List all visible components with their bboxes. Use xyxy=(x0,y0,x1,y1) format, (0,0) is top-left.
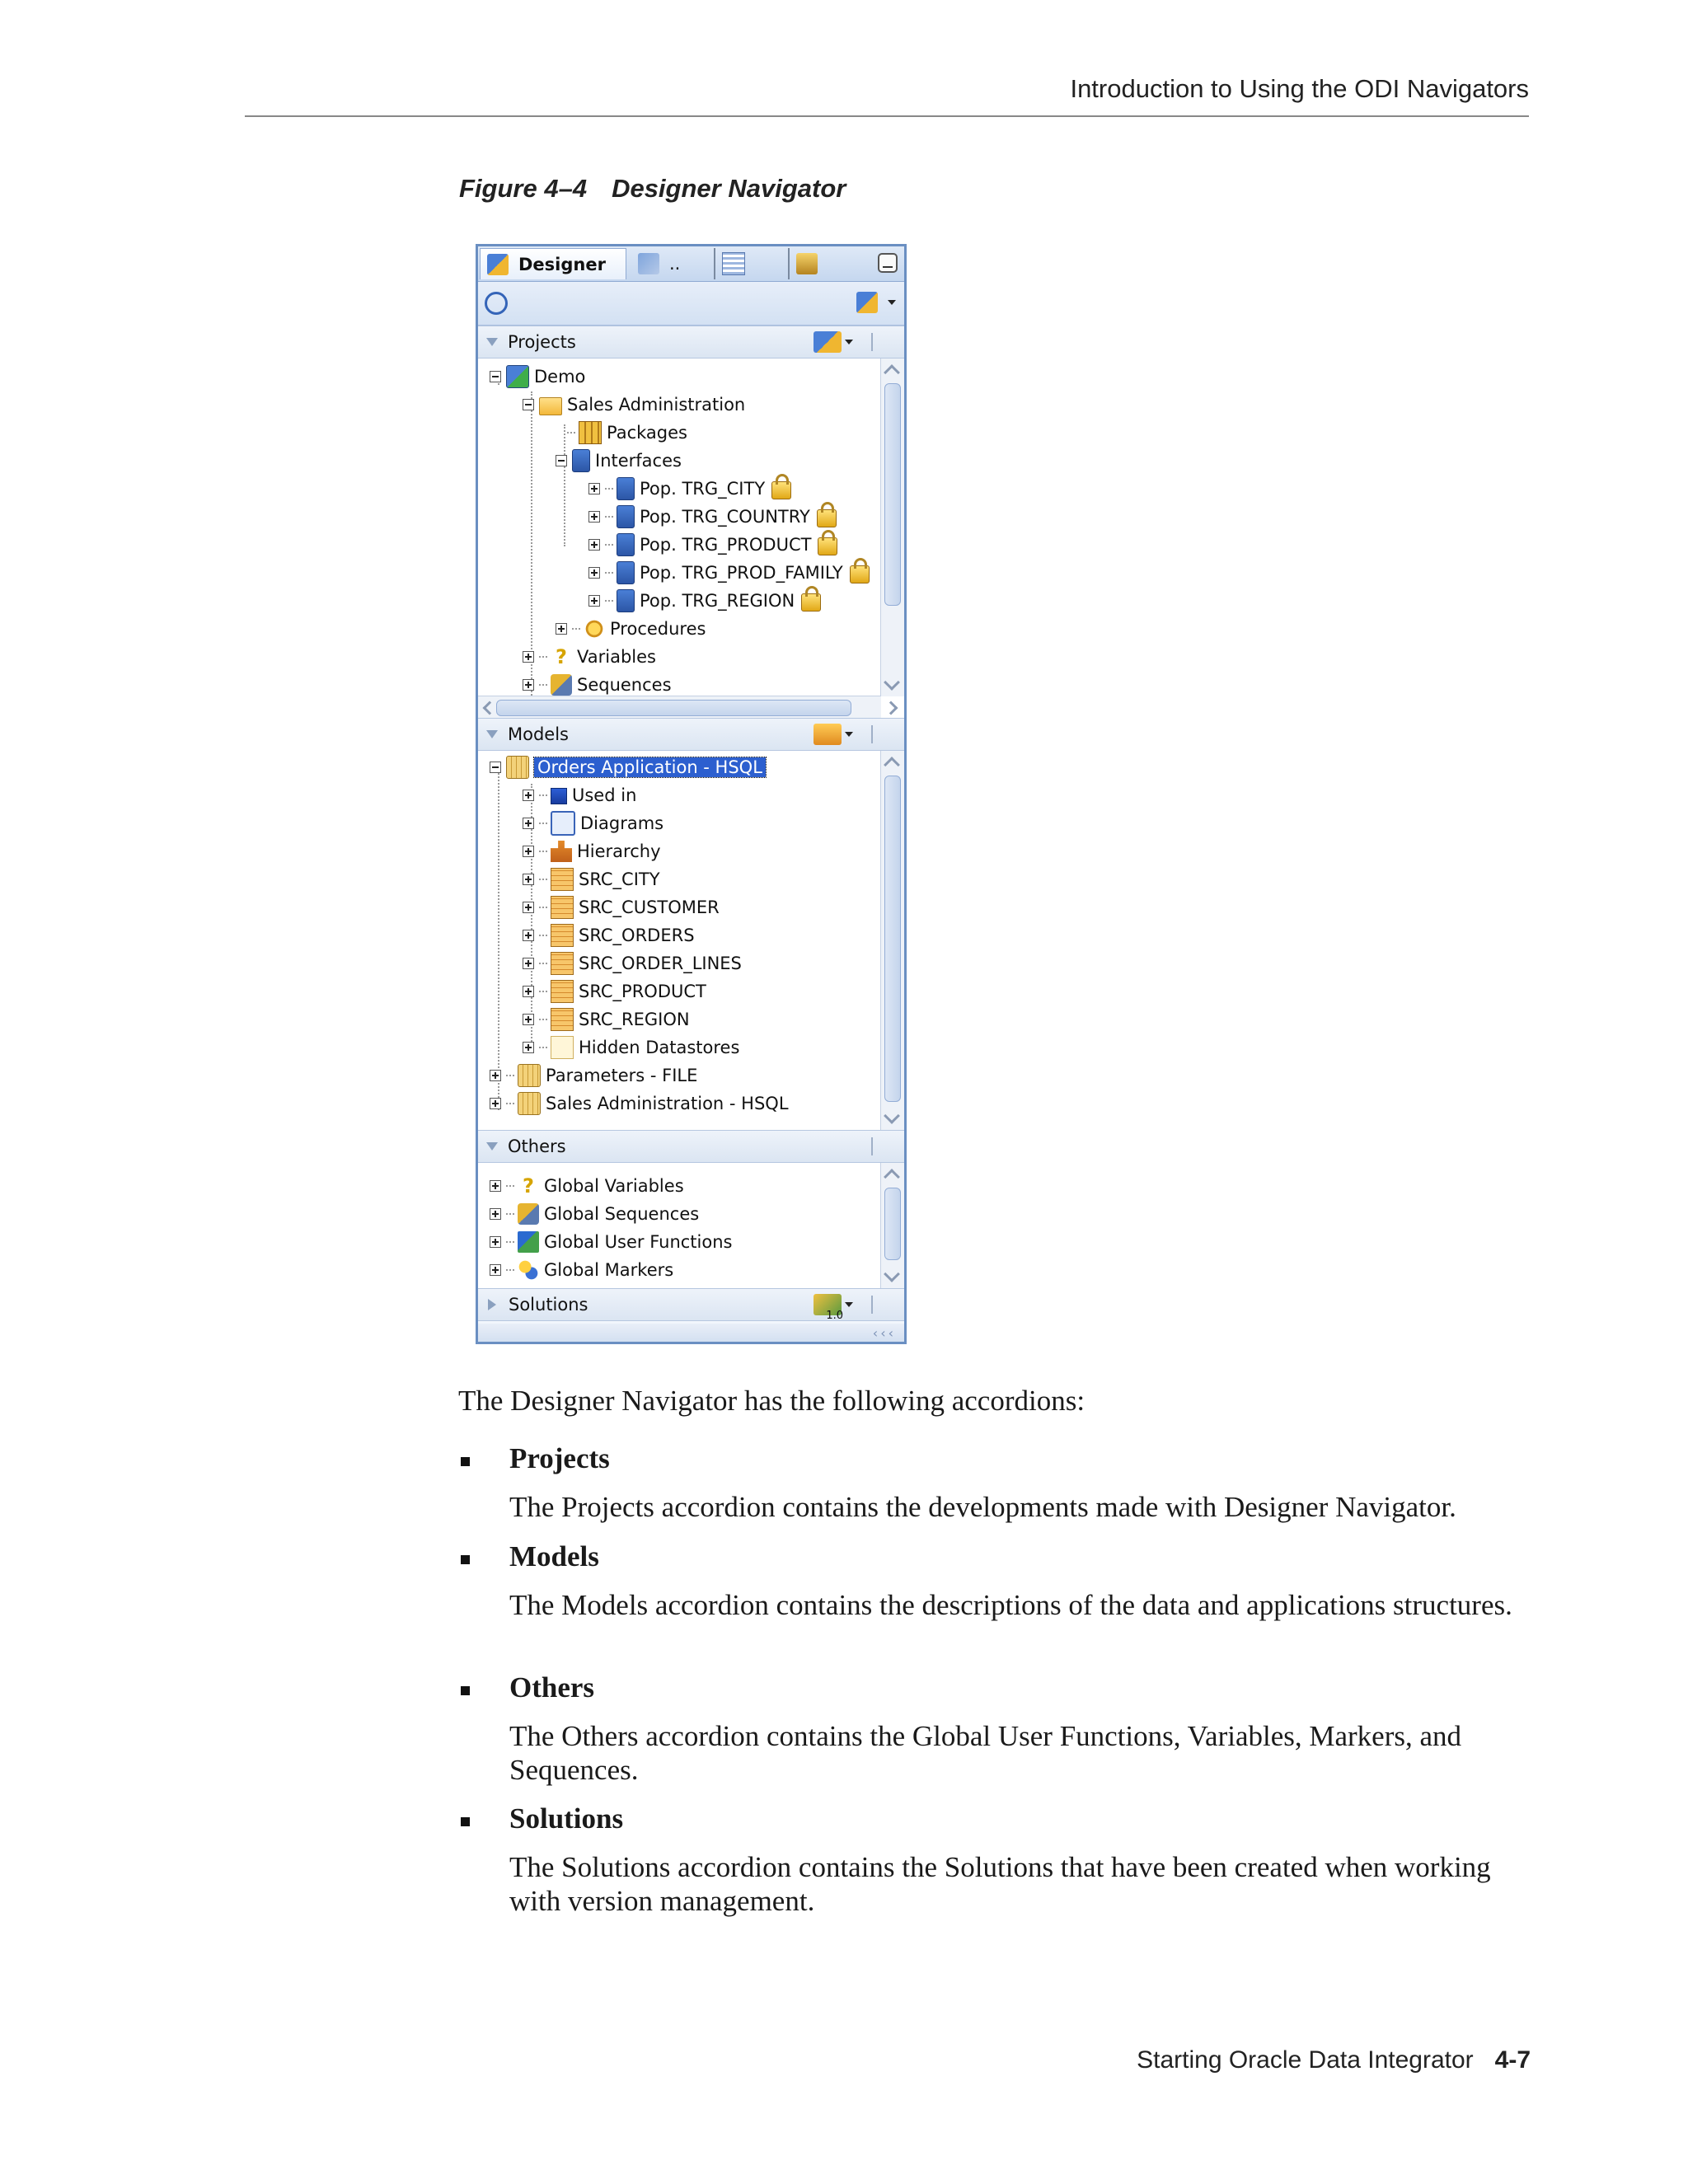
diagram-icon xyxy=(551,811,575,836)
header-rule xyxy=(245,115,1529,117)
tree-node-label: Variables xyxy=(577,647,656,667)
navigator-tab-bar xyxy=(478,246,904,282)
hierarchy-icon xyxy=(551,841,572,862)
bullet-term: Projects xyxy=(509,1442,610,1474)
model-icon xyxy=(506,756,529,779)
model-icon xyxy=(518,1064,541,1087)
models-tree xyxy=(478,751,904,1130)
tree-node-label: Interfaces xyxy=(595,451,682,471)
tree-node-label: Sales Administration xyxy=(567,395,746,415)
scroll-left-icon[interactable] xyxy=(483,701,497,715)
topology-icon xyxy=(722,252,745,275)
scroll-down-icon[interactable] xyxy=(884,1266,900,1282)
new-project-icon[interactable] xyxy=(814,331,842,353)
tree-node-global-variables[interactable] xyxy=(490,1173,684,1199)
bullet-description: The Models accordion contains the descriptions of the data and applications structures. xyxy=(509,1589,1512,1621)
scroll-chevrons-icon[interactable]: ‹‹‹ xyxy=(872,1325,896,1341)
dropdown-arrow-icon[interactable] xyxy=(845,732,853,737)
expand-icon[interactable] xyxy=(523,679,534,691)
bullet-description: The Projects accordion contains the developments made with Designer Navigator. xyxy=(509,1491,1456,1523)
accordion-solutions[interactable] xyxy=(478,1288,904,1321)
collapse-icon[interactable] xyxy=(556,455,567,466)
tree-node-parameters-file[interactable] xyxy=(490,1062,697,1089)
bullet-others xyxy=(458,1671,1530,1795)
used-in-icon xyxy=(551,788,567,804)
footer-title: Starting Oracle Data Integrator xyxy=(1137,2046,1474,2074)
datastore-table-icon xyxy=(551,980,574,1003)
tree-node-label-selected: Orders Application - HSQL xyxy=(534,757,766,777)
expand-icon[interactable] xyxy=(490,1208,501,1220)
expand-icon[interactable] xyxy=(588,511,600,523)
expand-icon[interactable] xyxy=(523,1042,534,1053)
tree-node-label: Pop. TRG_REGION xyxy=(640,591,795,611)
folder-icon xyxy=(539,397,562,415)
figure-number: Figure 4–4 xyxy=(459,174,588,203)
collapse-icon[interactable] xyxy=(490,371,501,382)
scroll-thumb[interactable] xyxy=(884,1188,901,1260)
scroll-up-icon[interactable] xyxy=(884,1169,900,1185)
tree-node-global-user-functions[interactable] xyxy=(490,1229,732,1255)
dropdown-arrow-icon[interactable] xyxy=(845,1302,853,1307)
datastore-table-icon xyxy=(551,896,574,919)
tree-node-label: Sales Administration - HSQL xyxy=(546,1094,789,1113)
sequence-icon xyxy=(551,674,572,696)
expand-icon[interactable] xyxy=(588,567,600,579)
bullet-description: The Others accordion contains the Global User Functions, Variables, Markers, and Sequences. xyxy=(509,1720,1462,1786)
tree-node-label: Global Markers xyxy=(544,1260,674,1280)
new-solution-icon[interactable] xyxy=(814,1294,843,1322)
expand-icon[interactable] xyxy=(523,651,534,663)
projects-horizontal-scrollbar[interactable] xyxy=(478,696,881,719)
scroll-up-icon[interactable] xyxy=(884,757,900,773)
tree-node-label: SRC_ORDERS xyxy=(579,926,695,945)
tree-node-interfaces[interactable] xyxy=(556,448,682,474)
projects-tree xyxy=(478,359,904,719)
tree-node-label: Hierarchy xyxy=(577,841,661,861)
tree-node-label: Used in xyxy=(572,785,637,805)
tree-node-src-order-lines[interactable] xyxy=(523,950,742,977)
expand-triangle-icon[interactable] xyxy=(486,730,498,738)
tree-node-sales-administration-hsql[interactable] xyxy=(490,1090,789,1117)
expand-icon[interactable] xyxy=(588,539,600,551)
bullet-solutions xyxy=(458,1802,1530,1926)
expand-icon[interactable] xyxy=(588,483,600,494)
expand-triangle-icon[interactable] xyxy=(486,1142,498,1151)
tree-node-used-in[interactable] xyxy=(523,782,636,808)
bullet-square-icon xyxy=(461,1817,470,1826)
tree-node-label: Global Variables xyxy=(544,1176,684,1196)
lock-icon xyxy=(817,509,837,527)
scroll-thumb[interactable] xyxy=(496,700,851,716)
tree-node-sales-administration[interactable] xyxy=(523,391,745,418)
tree-node-label: Diagrams xyxy=(580,813,664,833)
tree-node-sequences[interactable] xyxy=(523,672,672,698)
designer-navigator xyxy=(476,244,907,1344)
lock-icon xyxy=(850,565,870,583)
tree-node-pop-trg-prod-family[interactable] xyxy=(588,560,874,586)
tree-node-label: Pop. TRG_PROD_FAMILY xyxy=(640,563,843,583)
lock-icon xyxy=(818,537,837,555)
expand-icon[interactable] xyxy=(588,595,600,607)
toolbar-separator xyxy=(871,333,873,351)
tab-designer-label: Designer xyxy=(518,254,606,274)
tree-node-procedures[interactable] xyxy=(556,616,706,642)
intro-paragraph: The Designer Navigator has the following accordions: xyxy=(458,1385,1085,1417)
navigator-toolbar xyxy=(478,282,904,326)
expand-triangle-icon[interactable] xyxy=(486,338,498,346)
page-footer xyxy=(1137,2046,1531,2074)
page-number: 4-7 xyxy=(1494,2046,1531,2074)
expand-icon[interactable] xyxy=(490,1236,501,1248)
expand-icon[interactable] xyxy=(490,1180,501,1192)
lock-icon xyxy=(801,593,821,612)
bullet-square-icon xyxy=(461,1555,470,1564)
datastore-table-icon xyxy=(551,868,574,891)
interface-icon xyxy=(617,561,635,584)
tree-node-label: Sequences xyxy=(577,675,672,695)
user-function-icon xyxy=(518,1231,539,1253)
interface-icon xyxy=(617,589,635,612)
tree-node-pop-trg-product[interactable] xyxy=(588,532,842,558)
scroll-down-icon[interactable] xyxy=(884,1108,900,1124)
accordion-projects[interactable] xyxy=(478,326,904,359)
scroll-thumb[interactable] xyxy=(884,776,901,1102)
interface-icon xyxy=(617,477,635,500)
running-head: Introduction to Using the ODI Navigators xyxy=(1070,74,1529,103)
tree-node-variables[interactable] xyxy=(523,644,656,670)
scroll-down-icon[interactable] xyxy=(884,674,900,691)
procedure-gear-icon xyxy=(584,618,605,640)
scroll-right-icon[interactable] xyxy=(884,701,898,715)
expand-icon[interactable] xyxy=(523,930,534,941)
accordion-models-label: Models xyxy=(508,724,569,744)
figure-caption xyxy=(459,174,846,204)
operator-icon xyxy=(638,253,659,274)
expand-icon[interactable] xyxy=(523,1014,534,1025)
variable-question-icon: ? xyxy=(556,645,567,668)
refresh-icon[interactable] xyxy=(485,292,508,315)
model-icon xyxy=(518,1092,541,1115)
tree-node-label: SRC_CUSTOMER xyxy=(579,898,720,917)
tab-security[interactable] xyxy=(788,248,854,279)
tree-node-label: SRC_REGION xyxy=(579,1010,690,1029)
tree-node-label: Parameters - FILE xyxy=(546,1066,698,1085)
lock-icon xyxy=(771,481,791,499)
hidden-datastore-icon xyxy=(551,1036,574,1059)
bullet-term: Solutions xyxy=(509,1802,624,1835)
tree-node-label: Pop. TRG_PRODUCT xyxy=(640,535,812,555)
tab-operator[interactable] xyxy=(631,248,706,279)
bullet-projects xyxy=(458,1442,1530,1533)
bullet-square-icon xyxy=(461,1457,470,1466)
tree-node-diagrams[interactable] xyxy=(523,810,663,837)
others-tree xyxy=(478,1163,904,1288)
datastore-table-icon xyxy=(551,924,574,947)
interface-icon xyxy=(617,533,635,556)
interface-icon xyxy=(617,505,635,528)
accordion-models[interactable] xyxy=(478,718,904,751)
interface-icon xyxy=(572,449,590,472)
new-model-folder-icon[interactable] xyxy=(814,724,842,745)
datastore-table-icon xyxy=(551,1008,574,1031)
expand-icon[interactable] xyxy=(523,986,534,997)
solution-version-badge: 1.0 xyxy=(826,1310,843,1322)
tree-node-label: Pop. TRG_COUNTRY xyxy=(640,507,810,527)
tree-node-label: SRC_PRODUCT xyxy=(579,982,706,1001)
tree-node-pop-trg-city[interactable] xyxy=(588,476,796,502)
bullet-square-icon xyxy=(461,1686,470,1695)
expand-icon[interactable] xyxy=(490,1098,501,1109)
tree-node-label: Packages xyxy=(607,423,687,443)
tree-node-label: Hidden Datastores xyxy=(579,1038,740,1057)
connect-dropdown-icon[interactable] xyxy=(888,300,896,305)
collapse-icon[interactable] xyxy=(523,399,534,410)
tree-node-demo[interactable] xyxy=(490,363,585,390)
projects-vertical-scrollbar[interactable] xyxy=(880,359,904,696)
tree-node-global-markers[interactable] xyxy=(490,1257,673,1283)
collapsed-triangle-icon[interactable] xyxy=(488,1299,496,1310)
tree-node-src-orders[interactable] xyxy=(523,922,695,949)
expand-icon[interactable] xyxy=(523,818,534,829)
connect-navigator-icon[interactable] xyxy=(856,292,878,313)
tree-node-label: Global User Functions xyxy=(544,1232,733,1252)
expand-icon[interactable] xyxy=(490,1264,501,1276)
dropdown-arrow-icon[interactable] xyxy=(845,340,853,344)
figure-title: Designer Navigator xyxy=(612,174,846,203)
bullet-description: The Solutions accordion contains the Solutions that have been created when working with version management. xyxy=(509,1851,1491,1917)
tab-topology[interactable] xyxy=(714,248,780,279)
navigator-bottom-bar xyxy=(478,1324,904,1342)
package-icon xyxy=(579,421,602,444)
tree-node-pop-trg-region[interactable] xyxy=(588,588,826,614)
tree-node-pop-trg-country[interactable] xyxy=(588,504,842,530)
bullet-term: Others xyxy=(509,1671,595,1704)
tree-node-label: SRC_CITY xyxy=(579,869,660,889)
sequence-icon xyxy=(518,1203,539,1225)
expand-icon[interactable] xyxy=(523,874,534,885)
tree-node-orders-application[interactable] xyxy=(490,754,766,780)
toolbar-separator xyxy=(871,1296,873,1314)
toolbar-separator xyxy=(871,725,873,743)
tab-designer[interactable] xyxy=(480,248,626,279)
security-icon xyxy=(796,253,818,274)
tree-node-label: Global Sequences xyxy=(544,1204,700,1224)
tree-node-label: Procedures xyxy=(610,619,706,639)
expand-icon[interactable] xyxy=(523,846,534,857)
accordion-others[interactable] xyxy=(478,1130,904,1163)
tree-node-packages[interactable] xyxy=(567,419,687,446)
tree-node-label: Pop. TRG_CITY xyxy=(640,479,766,499)
datastore-table-icon xyxy=(551,952,574,975)
accordion-solutions-label: Solutions xyxy=(509,1295,588,1315)
tree-node-label: SRC_ORDER_LINES xyxy=(579,954,742,973)
accordion-projects-label: Projects xyxy=(508,332,576,352)
expand-icon[interactable] xyxy=(556,623,567,635)
accordion-others-label: Others xyxy=(508,1137,566,1156)
variable-question-icon: ? xyxy=(523,1174,534,1197)
scroll-thumb[interactable] xyxy=(884,383,901,606)
expand-icon[interactable] xyxy=(490,1070,501,1081)
tree-node-global-sequences[interactable] xyxy=(490,1201,699,1227)
tree-node-src-city[interactable] xyxy=(523,866,660,893)
tree-node-src-customer[interactable] xyxy=(523,894,720,921)
expand-icon[interactable] xyxy=(523,902,534,913)
designer-icon xyxy=(487,254,509,275)
expand-icon[interactable] xyxy=(523,790,534,801)
project-icon xyxy=(506,365,529,388)
expand-icon[interactable] xyxy=(523,958,534,969)
others-vertical-scrollbar[interactable] xyxy=(880,1163,904,1288)
models-vertical-scrollbar[interactable] xyxy=(880,751,904,1130)
tree-node-src-region[interactable] xyxy=(523,1006,690,1033)
collapse-icon[interactable] xyxy=(490,762,501,773)
scroll-up-icon[interactable] xyxy=(884,364,900,381)
tree-node-hierarchy[interactable] xyxy=(523,838,661,865)
marker-icon xyxy=(518,1259,539,1281)
minimize-button[interactable] xyxy=(878,253,898,273)
tree-node-label: Demo xyxy=(534,367,586,387)
bullet-term: Models xyxy=(509,1540,599,1572)
bullet-models xyxy=(458,1540,1530,1664)
tree-node-hidden-datastores[interactable] xyxy=(523,1034,739,1061)
tree-node-src-product[interactable] xyxy=(523,978,706,1005)
tab-operator-label: .. xyxy=(669,254,681,274)
toolbar-separator xyxy=(871,1137,873,1155)
